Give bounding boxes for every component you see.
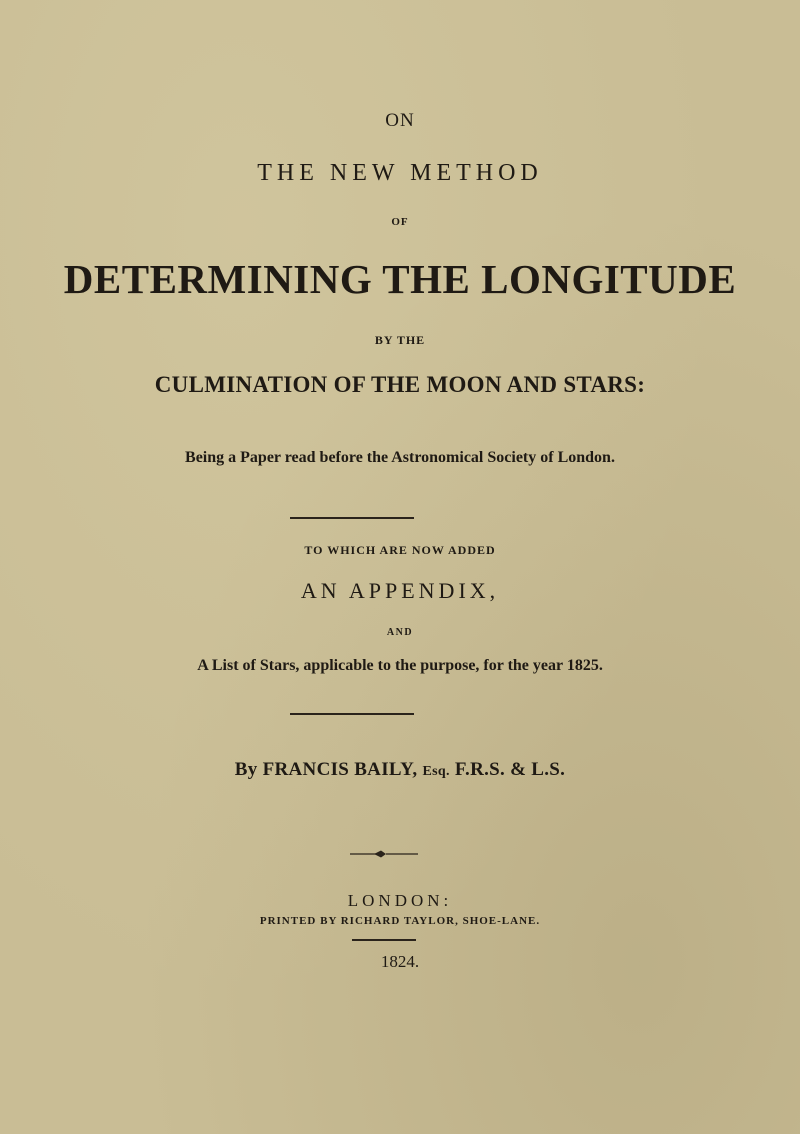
imprint-printer: PRINTED BY RICHARD TAYLOR, SHOE-LANE. [259,915,541,927]
divider-rule [290,713,414,715]
author-esq: Esq. [422,764,450,779]
divider-rule [352,939,416,941]
divider-rule [290,517,414,519]
author-by: By [234,759,258,780]
imprint-year: 1824. [380,952,420,971]
heading-to-which: TO WHICH ARE NOW ADDED [304,543,496,557]
main-title: DETERMINING THE LONGITUDE [63,256,737,302]
heading-of: OF [391,216,409,228]
heading-by-the: BY THE [374,333,426,347]
author-honors: F.R.S. & L.S. [454,759,566,780]
author-line [0,759,800,781]
imprint-city: LONDON: [347,891,453,910]
heading-on: ON [385,110,415,131]
heading-and: AND [386,627,414,638]
heading-appendix: AN APPENDIX, [300,578,500,603]
heading-new-method: THE NEW METHOD [257,160,543,186]
list-description: A List of Stars, applicable to the purpose, for the year 1825. [197,657,603,674]
ornament-divider-icon [350,849,418,859]
description-line: Being a Paper read before the Astronomical Society of London. [185,449,615,466]
author-name: FRANCIS BAILY, [262,759,418,780]
heading-culmination: CULMINATION OF THE MOON AND STARS: [154,372,646,397]
